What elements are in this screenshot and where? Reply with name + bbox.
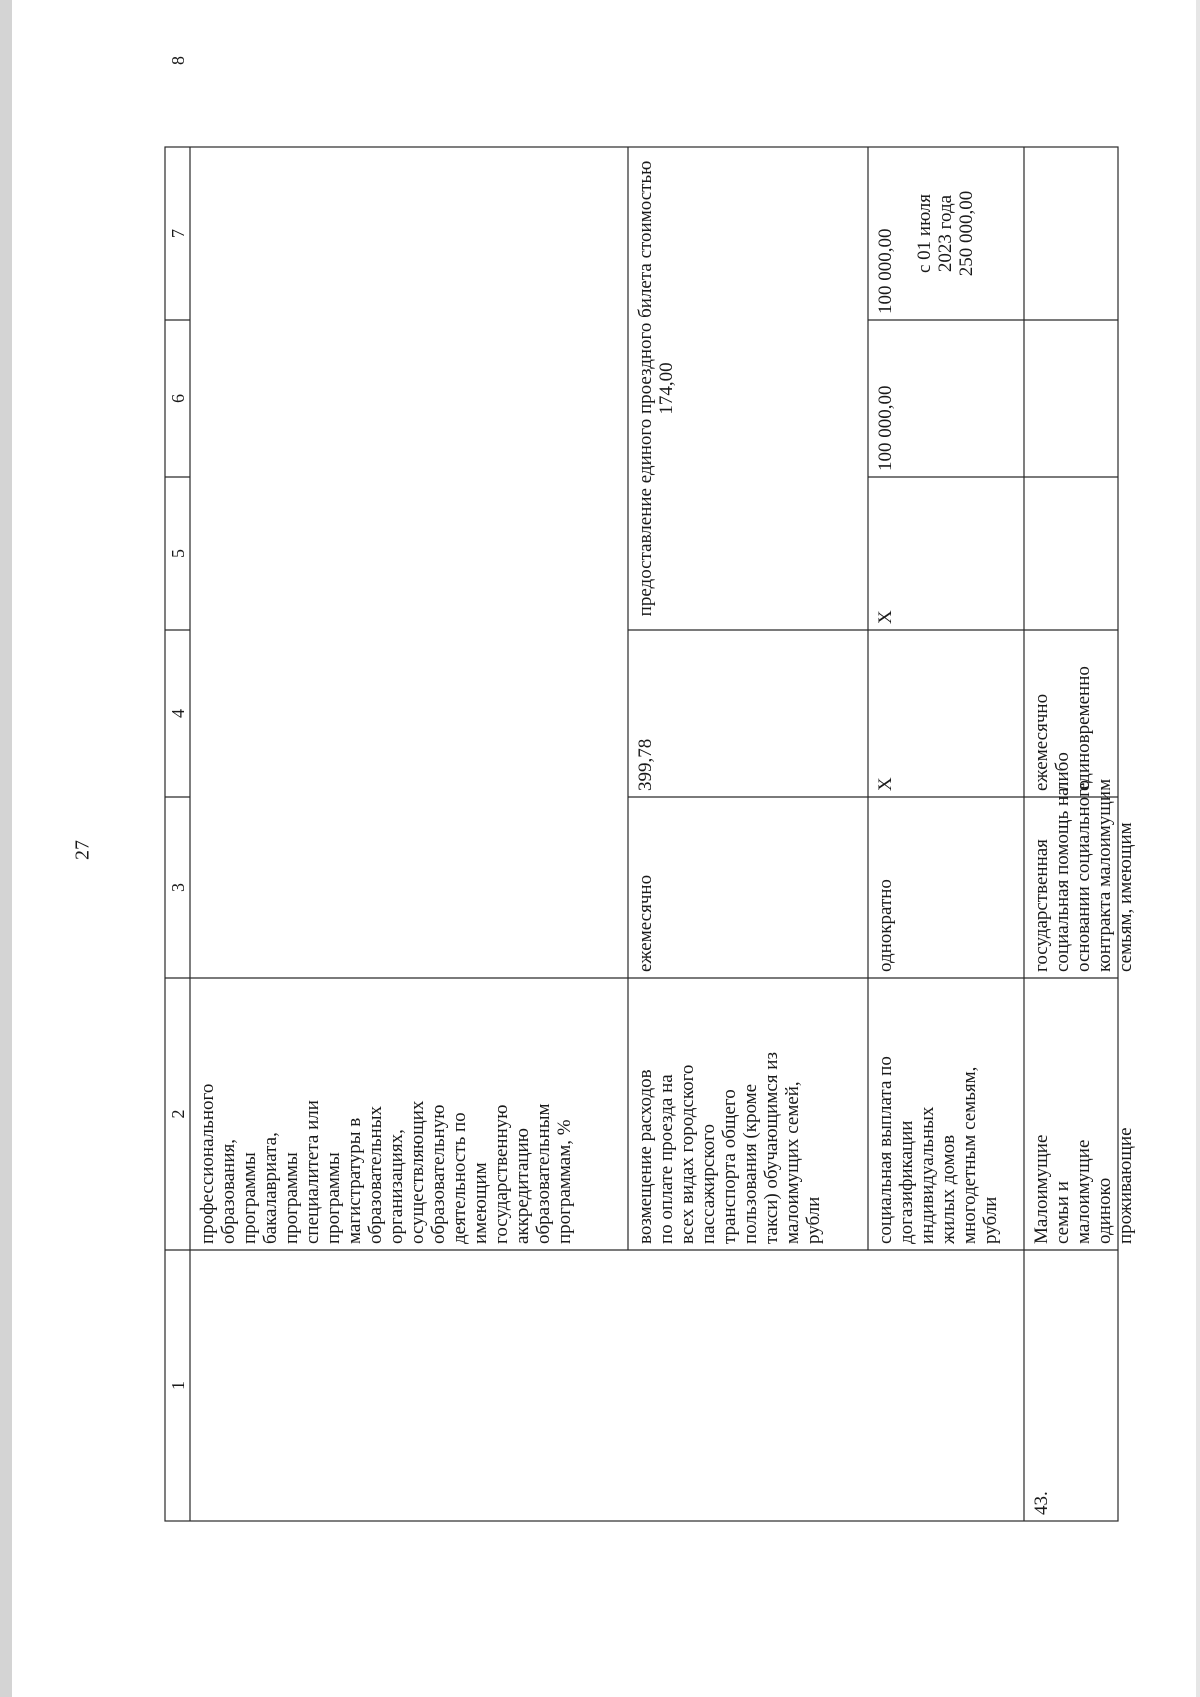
page-number: 27 — [71, 840, 94, 860]
cell-r2-c6-8: предоставление единого проездного билета стоимостью 174,00 — [635, 160, 677, 617]
cell-r3-c7: 100 000,00 — [875, 385, 896, 471]
cell-r1-c3: профессионального образования, программы бакалавриата, программы специалитета или программы магистратуры в образовательных организациях, осуществляющих образовательную деятельность по имеющим государственную аккредитацию образовательным программам, % — [197, 1083, 575, 1244]
cell-r3-c6: Х — [875, 610, 896, 624]
cell-r4-c2: Малоимущие семьи и малоимущие одиноко проживающие — [1031, 1127, 1136, 1244]
cell-r2-c5: 399,78 — [635, 738, 656, 791]
cell-r3-c4: однократно — [875, 879, 896, 972]
cell-r4-c3: государственная социальная помощь на основании социального контракта малоимущим семьям, имеющим — [1031, 778, 1136, 972]
cell-r4-c1: 43. — [1031, 1491, 1052, 1515]
cell-r3-c8-line2: с 01 июля 2023 года 250 000,00 — [914, 190, 977, 277]
col-header-1: 1 — [168, 1381, 188, 1390]
col-header-7: 7 — [168, 229, 188, 238]
cell-r3-c3: социальная выплата по догазификации индивидуальных жилых домов многодетным семьям, рубли — [875, 1056, 1001, 1244]
col-header-2: 2 — [168, 1109, 188, 1119]
cell-r2-c3: возмещение расходов по оплате проезда на всех видах городского пассажирского транспорта общего пользования (кроме такси) обучающимся из малоимущих семей, рубли — [635, 1052, 824, 1244]
cell-r3-c5: Х — [875, 777, 896, 791]
cell-r4-c4: ежемесячно либо единовременно — [1031, 666, 1094, 791]
cell-r3-c8-line1: 100 000,00 — [875, 228, 896, 314]
col-header-5: 5 — [168, 549, 188, 558]
col-header-8: 8 — [168, 56, 188, 65]
col-header-3: 3 — [168, 883, 188, 892]
col-header-6: 6 — [168, 394, 188, 403]
cell-r2-c4: ежемесячно — [635, 874, 656, 972]
col-header-4: 4 — [168, 709, 188, 718]
